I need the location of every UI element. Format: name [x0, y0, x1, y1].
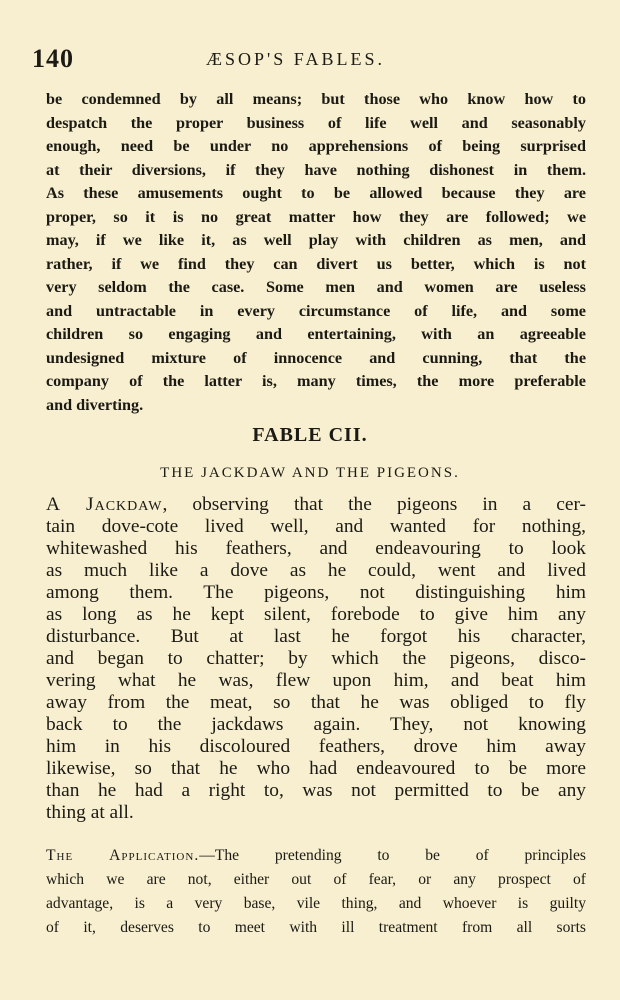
- text-line: which we are not, either out of fear, or any prospect of: [46, 871, 586, 888]
- text-line: be condemned by all means; but those who know how to: [46, 90, 586, 108]
- text-line: of it, deserves to meet with ill treatment from all sorts: [46, 919, 586, 936]
- text-line: whitewashed his feathers, and endeavouring to look: [46, 538, 586, 559]
- application-first-rest: —The pretending to be of principles: [199, 847, 587, 864]
- application-label: The Application.: [46, 847, 200, 864]
- text-line: among them. The pigeons, not distinguishing him: [46, 582, 586, 603]
- first-line-rest: , observing that the pigeons in a cer-: [162, 494, 586, 515]
- story-first-line: [46, 494, 586, 516]
- text-line: at their diversions, if they have nothing dishonest in them.: [46, 160, 586, 179]
- intro-paragraph: [46, 88, 586, 417]
- text-line: may, if we like it, as well play with children as men, and: [46, 231, 586, 249]
- text-line: vering what he was, flew upon him, and beat him: [46, 670, 586, 691]
- running-title: ÆSOP'S FABLES.: [206, 49, 385, 69]
- fable-heading: FABLE CII.: [252, 424, 368, 446]
- text-line: and diverting.: [46, 395, 144, 414]
- text-line: despatch the proper business of life well and seasonably: [46, 113, 586, 132]
- fable-subtitle: THE JACKDAW AND THE PIGEONS.: [160, 465, 460, 481]
- text-line: very seldom the case. Some men and women are useless: [46, 278, 586, 296]
- text-line: and began to chatter; by which the pigeons, disco-: [46, 648, 586, 669]
- text-line: children so engaging and entertaining, with an agreeable: [46, 325, 586, 343]
- application-first-line: [46, 844, 586, 868]
- text-line: than he had a right to, was not permitted to be any: [46, 780, 586, 801]
- text-line: likewise, so that he who had endeavoured to be more: [46, 758, 586, 779]
- text-line: away from the meat, so that he was obliged to fly: [46, 692, 586, 713]
- application-paragraph: [46, 844, 586, 940]
- page-header: [32, 44, 588, 78]
- text-line: company of the latter is, many times, the more preferable: [46, 372, 586, 390]
- text-line: thing at all.: [46, 802, 134, 823]
- fable-story: [46, 494, 586, 824]
- text-line: advantage, is a very base, vile thing, and whoever is guilty: [46, 895, 586, 912]
- text-line: back to the jackdaws again. They, not knowing: [46, 714, 586, 735]
- text-line: as much like a dove as he could, went and lived: [46, 560, 586, 581]
- text-line: As these amusements ought to be allowed because they are: [46, 184, 586, 202]
- text-line: undesigned mixture of innocence and cunning, that the: [46, 348, 586, 367]
- text-line: disturbance. But at last he forgot his character,: [46, 626, 586, 647]
- page-number: 140: [32, 44, 74, 73]
- text-line: tain dove-cote lived well, and wanted for nothing,: [46, 516, 586, 537]
- text-line: as long as he kept silent, forebode to give him any: [46, 604, 586, 625]
- text-line: rather, if we find they can divert us better, which is not: [46, 254, 586, 273]
- text-line: proper, so it is no great matter how they are followed; we: [46, 207, 586, 226]
- opening-word: A Jackdaw: [46, 494, 163, 515]
- text-line: and untractable in every circumstance of life, and some: [46, 301, 586, 320]
- text-line: him in his discoloured feathers, drove him away: [46, 736, 586, 757]
- text-line: enough, need be under no apprehensions of being surprised: [46, 137, 586, 155]
